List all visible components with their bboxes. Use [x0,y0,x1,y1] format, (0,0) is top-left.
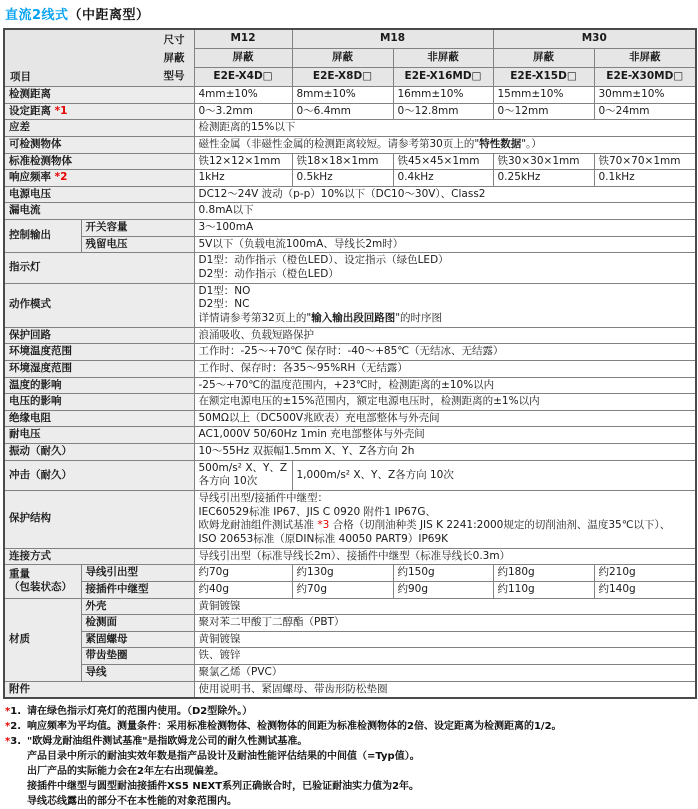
cell: 工作时、保存时：各35～95%RH（无结露） [194,360,696,377]
title-type: （中距离型） [68,8,150,23]
cell: 聚氯乙烯（PVC） [194,665,696,682]
cell: 磁性金属（非磁性金属的检测距离较短。请参考第30页上的"特性数据"。） [194,136,696,153]
row-label-protection-circuit: 保护回路 [4,327,194,344]
row-insulation-resistance [4,410,696,427]
sub-label-clamping-nut: 紧固螺母 [81,631,194,648]
row-label-operation-mode: 动作模式 [4,283,194,327]
header-shield-1: 屏蔽 [194,48,292,67]
header-model-3: E2E-X16MD□ [393,67,493,86]
row-accessories [4,681,696,698]
cell: DC12～24V 波动（p-p）10%以下（DC10～30V）、Class2 [194,186,696,203]
sub-label-cable: 导线 [81,665,194,682]
cell: 1,000m/s² X、Y、Z各方向 10次 [292,460,696,490]
cell: 聚对苯二甲酸丁二醇酯（PBT） [194,615,696,632]
group-label-weight: 重量 （包装状态） [4,565,81,598]
row-material-housing [4,598,696,615]
row-withstand-voltage [4,427,696,444]
cell: 0.4kHz [393,170,493,187]
row-label-ambient-temperature: 环境温度范围 [4,344,194,361]
asterisk-icon: * [5,721,11,733]
row-label-detectable-object: 可检测物体 [4,136,194,153]
cell: 约90g [393,581,493,598]
cell: 约140g [594,581,696,598]
cell: 铁45×45×1mm [393,153,493,170]
row-weight-relay [4,581,696,598]
row-label-vibration: 振动（耐久） [4,444,194,461]
cell: 0.8mA以下 [194,203,696,220]
row-shock [4,460,696,490]
row-hysteresis [4,120,696,137]
row-label-set-distance: 设定距离 *1 [4,103,194,120]
cell: 铁30×30×1mm [493,153,594,170]
row-response-frequency [4,170,696,187]
title-series: 直流2线式 [5,8,69,23]
cell: 0～12.8mm [393,103,493,120]
cell: 0～3.2mm [194,103,292,120]
cell: 铁、镀锌 [194,648,696,665]
header-size-m18: M18 [292,29,493,48]
row-label-shock: 冲击（耐久） [4,460,194,490]
footnote-2: *2. 响应频率为平均值。测量条件：采用标准检测物体、检测物体的间距为标准检测物体的2倍、设定距离为检测距离的1/2。 [5,721,562,733]
row-operation-mode [4,283,696,327]
group-label-material: 材质 [4,598,81,681]
cell: D1型：动作指示（橙色LED）、设定指示（绿色LED） D2型：动作指示（橙色LED） [194,253,696,283]
row-leakage-current [4,203,696,220]
cell: 0.5kHz [292,170,393,187]
cell: 铁70×70×1mm [594,153,696,170]
cell: 在额定电源电压的±15%范围内，额定电源电压时，检测距离的±1%以内 [194,394,696,411]
asterisk-icon: * [5,706,11,718]
row-temperature-influence [4,377,696,394]
cell: 约150g [393,565,493,582]
row-material-cable [4,665,696,682]
row-material-nut [4,631,696,648]
footnote-3-cont: 接插件中继型与圆型耐油接插件XS5 NEXT系列正确嵌合时，已验证耐油实力值为2年。 [27,781,420,793]
header-shield-4: 屏蔽 [493,48,594,67]
cell: 黄铜镀镍 [194,631,696,648]
cell: 约210g [594,565,696,582]
row-label-response-frequency: 响应频率 *2 [4,170,194,187]
cell: 约180g [493,565,594,582]
row-weight-cable [4,565,696,582]
row-material-sensing-face [4,615,696,632]
cell: 约130g [292,565,393,582]
footnote-3: *3. "欧姆龙耐油组件测试基准"是指欧姆龙公司的耐久性测试基准。 [5,736,308,748]
cell: 约70g [194,565,292,582]
cell: 0～24mm [594,103,696,120]
row-label-leakage-current: 漏电流 [4,203,194,220]
cell: 50MΩ以上（DC500V兆欧表）充电部整体与外壳间 [194,410,696,427]
row-label-ambient-humidity: 环境湿度范围 [4,360,194,377]
cell: 铁18×18×1mm [292,153,393,170]
row-label-power-voltage: 电源电压 [4,186,194,203]
cell: 3～100mA [194,220,696,237]
row-label-indicator: 指示灯 [4,253,194,283]
cell: 0.1kHz [594,170,696,187]
footnote-3-cont: 出厂产品的实际能力会在2年左右出现偏差。 [27,766,224,778]
cell: 使用说明书、紧固螺母、带齿形防松垫圈 [194,681,696,698]
row-label-connection-method: 连接方式 [4,548,194,565]
row-ambient-humidity [4,360,696,377]
cell: 0～12mm [493,103,594,120]
row-control-output-switching [4,220,696,237]
sub-label-toothed-washer: 带齿垫圈 [81,648,194,665]
cell: 10～55Hz 双振幅1.5mm X、Y、Z各方向 2h [194,444,696,461]
cell: -25～+70℃的温度范围内，+23℃时，检测距离的±10%以内 [194,377,696,394]
cell: 0.25kHz [493,170,594,187]
cell: 15mm±10% [493,87,594,104]
row-label-accessories: 附件 [4,681,194,698]
row-label-voltage-influence: 电压的影响 [4,394,194,411]
row-set-distance [4,103,696,120]
cell: 检测距离的15%以下 [194,120,696,137]
cell: 16mm±10% [393,87,493,104]
row-connection-method [4,548,696,565]
note-marker-2: *2 [54,171,68,184]
header-size-m12: M12 [194,29,292,48]
footnote-3-cont: 导线芯线露出的部分不在本性能的对象范围内。 [27,796,237,808]
header-shield-5: 非屏蔽 [594,48,696,67]
header-model-label: 型号 [163,70,185,82]
row-detectable-object [4,136,696,153]
cell: 约70g [292,581,393,598]
cell: 工作时：-25～+70℃ 保存时：-40～+85℃（无结冰、无结露） [194,344,696,361]
cell: 铁12×12×1mm [194,153,292,170]
cell: 30mm±10% [594,87,696,104]
header-shield-2: 屏蔽 [292,48,393,67]
row-protection-circuit [4,327,696,344]
row-detect-distance [4,87,696,104]
header-item-label: 项目 [10,71,31,84]
header-model-4: E2E-X15D□ [493,67,594,86]
row-label-insulation-resistance: 绝缘电阻 [4,410,194,427]
note-marker-1: *1 [54,104,68,117]
row-ambient-temperature [4,344,696,361]
sub-label-residual-voltage: 残留电压 [81,236,194,253]
cell: 8mm±10% [292,87,393,104]
cell: 导线引出型（标准导线长2m）、接插件中继型（标准导线长0.3m） [194,548,696,565]
cell: 1kHz [194,170,292,187]
cell: AC1,000V 50/60Hz 1min 充电部整体与外壳间 [194,427,696,444]
cell: 浪涌吸收、负载短路保护 [194,327,696,344]
asterisk-icon: * [5,736,11,748]
note-marker-3: *3 [317,519,330,532]
row-material-washer [4,648,696,665]
cell: 4mm±10% [194,87,292,104]
row-label-hysteresis: 应差 [4,120,194,137]
header-model-5: E2E-X30MD□ [594,67,696,86]
row-indicator [4,253,696,283]
footnote-1: *1. 请在绿色指示灯亮灯的范围内使用。（D2型除外。） [5,706,253,718]
row-label-standard-object: 标准检测物体 [4,153,194,170]
row-voltage-influence [4,394,696,411]
cell: 约40g [194,581,292,598]
header-model-1: E2E-X4D□ [194,67,292,86]
spec-table [3,28,697,699]
header-model-2: E2E-X8D□ [292,67,393,86]
header-corner-cell [4,29,194,87]
cell: 0～6.4mm [292,103,393,120]
header-shield-label: 屏蔽 [163,52,185,64]
footnotes [5,704,695,809]
sub-label-connector-relay-type: 接插件中继型 [81,581,194,598]
sub-label-switching-capacity: 开关容量 [81,220,194,237]
footnote-3-cont: 产品目录中所示的耐油实效年数是指产品设计及耐油性能评估结果的中间值（=Typ值）。 [27,751,420,763]
cell: 黄铜镀镍 [194,598,696,615]
sub-label-sensing-face: 检测面 [81,615,194,632]
row-label-withstand-voltage: 耐电压 [4,427,194,444]
cell: D1型：NO D2型：NC 详情请参考第32页上的"输入输出段回路图"的时序图 [194,283,696,327]
cell: 导线引出型/接插件中继型： IEC60529标准 IP67、JIS C 0920 附件1 IP67G、 欧姆龙耐油组件测试基准 *3 合格（切削油种类 JIS K 2241:2000规定的切削油剂、温度35℃以下）、 ISO 20653标准（原DIN标准 40050 PART9）IP69K [194,491,696,549]
cell: 约110g [493,581,594,598]
cell: 500m/s² X、Y、Z各方向 10次 [194,460,292,490]
header-size-label: 尺寸 [163,34,185,46]
sub-label-cable-type: 导线引出型 [81,565,194,582]
row-standard-object [4,153,696,170]
cell: 5V以下（负载电流100mA、导线长2m时） [194,236,696,253]
group-label-control-output: 控制输出 [4,220,81,253]
sub-label-housing: 外壳 [81,598,194,615]
row-label-temperature-influence: 温度的影响 [4,377,194,394]
row-control-output-residual [4,236,696,253]
row-protection-structure [4,491,696,549]
header-size-m30: M30 [493,29,696,48]
row-power-voltage [4,186,696,203]
row-label-detect-distance: 检测距离 [4,87,194,104]
row-label-protection-structure: 保护结构 [4,491,194,549]
page-title [5,4,695,23]
header-shield-3: 非屏蔽 [393,48,493,67]
row-vibration [4,444,696,461]
